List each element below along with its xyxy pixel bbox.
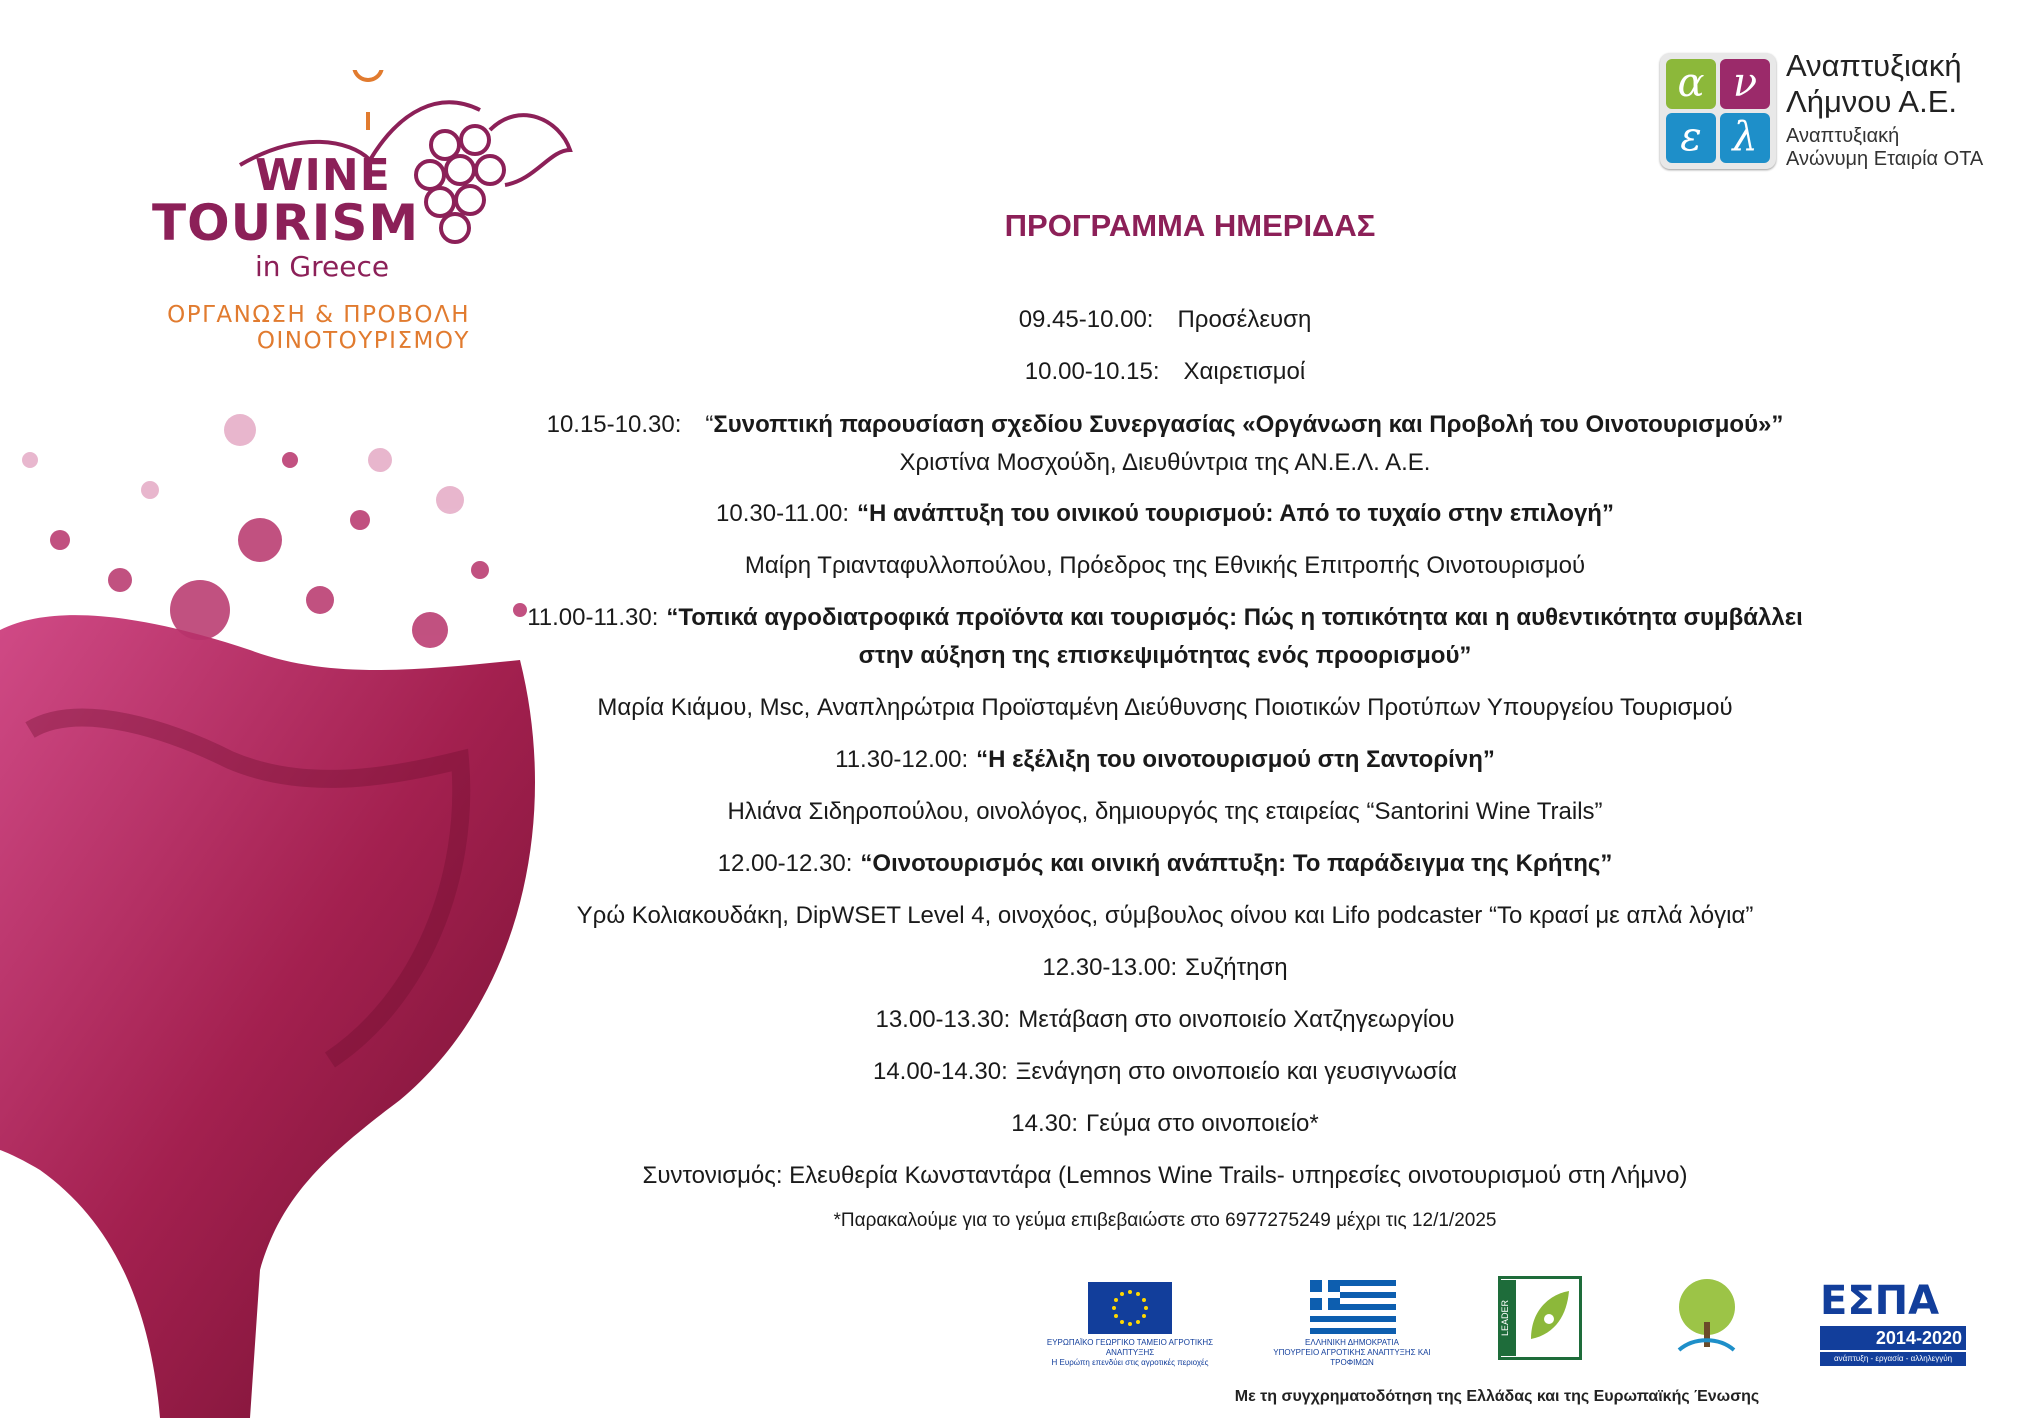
- program-item: [390, 746, 1940, 774]
- item-text: Συζήτηση: [1185, 954, 1288, 981]
- item-speaker: Χριστίνα Μοσχούδη, Διευθύντρια της ΑΝ.Ε.Λ. Α.Ε.: [899, 449, 1431, 476]
- item-speaker: Μαίρη Τριανταφυλλοπούλου, Πρόεδρος της Εθνικής Επιτροπής Οινοτουρισμού: [744, 552, 1586, 579]
- anel-mark-tile: ε: [1666, 113, 1716, 163]
- item-title: “Τοπικά αγροδιατροφικά προϊόντα και τουρισμός: Πώς η τοπικότητα και η αυθεντικότητα συμβάλλει: [666, 604, 1803, 631]
- item-time: 13.00-13.30:: [875, 1006, 1011, 1033]
- logo-tourism-text: TOURISM: [152, 194, 420, 252]
- item-title: “Οινοτουρισμός και οινική ανάπτυξη: Το παράδειγμα της Κρήτης”: [860, 850, 1613, 877]
- espa-slogan: ανάπτυξη - εργασία - αλληλεγγύη: [1820, 1352, 1966, 1366]
- anel-subtitle-line2: Ανώνυμη Εταιρία ΟΤΑ: [1786, 148, 1984, 170]
- anel-name-line2: Λήμνου Α.Ε.: [1786, 84, 1957, 119]
- lunch-note: *Παρακαλούμε για το γεύμα επιβεβαιώστε στο 6977275249 μέχρι τις 12/1/2025: [833, 1210, 1497, 1231]
- anel-mark-tile: λ: [1720, 113, 1770, 163]
- item-time: 10.15-10.30:: [546, 411, 682, 438]
- item-time: 14.30:: [1011, 1110, 1079, 1137]
- item-text: Χαιρετισμοί: [1183, 358, 1306, 385]
- anel-logo: [1660, 48, 2000, 168]
- item-text: Γεύμα στο οινοποιείο*: [1086, 1110, 1319, 1137]
- cofunding-statement: Με τη συγχρηματοδότηση της Ελλάδας και της Ευρωπαϊκής Ένωσης: [1234, 1388, 1760, 1405]
- program-item: [390, 411, 1940, 439]
- program-item: [390, 500, 1940, 528]
- program-title: ΠΡΟΓΡΑΜΜΑ ΗΜΕΡΙΔΑΣ: [1004, 208, 1376, 243]
- program-item: [390, 954, 1940, 982]
- eu-flag-icon: [1088, 1282, 1172, 1334]
- item-title: “Η ανάπτυξη του οινικού τουρισμού: Από το τυχαίο στην επιλογή”: [857, 500, 1614, 527]
- program-item: [390, 850, 1940, 878]
- item-title: Συνοπτική παρουσίαση σχεδίου Συνεργασίας «Οργάνωση και Προβολή του Οινοτουρισμού»”: [713, 411, 1784, 438]
- ministry-country: ΕΛΛΗΝΙΚΗ ΔΗΜΟΚΡΑΤΙΑ: [1305, 1338, 1399, 1347]
- item-time: 10.30-11.00:: [716, 500, 850, 527]
- item-text: Προσέλευση: [1177, 306, 1312, 333]
- logo-in-greece-text: in Greece: [255, 250, 390, 283]
- item-time: 11.30-12.00:: [835, 746, 969, 773]
- ministry-name: ΥΠΟΥΡΓΕΙΟ ΑΓΡΟΤΙΚΗΣ ΑΝΑΠΤΥΞΗΣ ΚΑΙ ΤΡΟΦΙΜΩΝ: [1273, 1348, 1431, 1367]
- greek-flag-icon: [1310, 1280, 1396, 1334]
- anel-logo-mark: [1660, 53, 1776, 169]
- program-item-title-cont: [390, 642, 1940, 670]
- espa-years: 2014-2020: [1820, 1326, 1966, 1350]
- item-time: 11.00-11.30:: [527, 604, 659, 631]
- espa-logo-title: ΕΣΠΑ: [1820, 1278, 1940, 1324]
- logo-org-line2: ΟΙΝΟΤΟΥΡΙΣΜΟΥ: [256, 328, 470, 354]
- item-quote: “: [705, 411, 714, 438]
- program-item: [390, 604, 1940, 632]
- logo-wine-text: WINE: [255, 150, 391, 201]
- item-title: “Η εξέλιξη του οινοτουρισμού στη Σαντορίνη”: [976, 746, 1495, 773]
- rural-development-logo: [1664, 1272, 1750, 1362]
- program-item: [390, 358, 1940, 386]
- program-item: [390, 1110, 1940, 1138]
- eu-fund-name: ΕΥΡΩΠΑΪΚΟ ΓΕΩΡΓΙΚΟ ΤΑΜΕΙΟ ΑΓΡΟΤΙΚΗΣ ΑΝΑΠΤΥΞΗΣ: [1046, 1338, 1214, 1357]
- item-speaker: Υρώ Κολιακουδάκη, DipWSET Level 4, οινοχόος, σύμβουλος οίνου και Lifo podcaster “Το κρασί με απλά λόγια”: [576, 902, 1754, 929]
- item-time: 14.00-14.30:: [872, 1058, 1008, 1085]
- item-text: Μετάβαση στο οινοποιείο Χατζηγεωργίου: [1018, 1006, 1455, 1033]
- item-time: 12.30-13.00:: [1042, 954, 1178, 981]
- leader-text: LEADER: [1500, 1280, 1516, 1356]
- item-time: 09.45-10.00:: [1018, 306, 1154, 333]
- program-item: [390, 1006, 1940, 1034]
- anel-mark-tile: α: [1666, 59, 1716, 109]
- eu-fund-slogan: Η Ευρώπη επενδύει στις αγροτικές περιοχές: [1051, 1358, 1209, 1367]
- item-title-line2: στην αύξηση της επισκεψιμότητας ενός προορισμού”: [858, 642, 1472, 669]
- item-time: 12.00-12.30:: [717, 850, 853, 877]
- item-text: Ξενάγηση στο οινοποιείο και γευσιγνωσία: [1015, 1058, 1458, 1085]
- eu-fund-caption: [1030, 1338, 1230, 1368]
- ministry-caption: [1262, 1338, 1442, 1368]
- coordination-line: Συντονισμός: Ελευθερία Κωνσταντάρα (Lemnos Wine Trails- υπηρεσίες οινοτουρισμού στη Λήμνο): [642, 1162, 1688, 1189]
- program-item: [390, 306, 1940, 334]
- item-speaker: Ηλιάνα Σιδηροπούλου, οινολόγος, δημιουργός της εταιρείας “Santorini Wine Trails”: [727, 798, 1603, 825]
- item-time: 10.00-10.15:: [1024, 358, 1160, 385]
- anel-subtitle-line1: Αναπτυξιακή: [1786, 125, 1900, 147]
- logo-org-line1: ΟΡΓΑΝΩΣΗ & ΠΡΟΒΟΛΗ: [167, 302, 470, 328]
- anel-name-line1: Αναπτυξιακή: [1786, 48, 1962, 83]
- program-item: [390, 1058, 1940, 1086]
- item-speaker: Μαρία Κιάμου, Msc, Αναπληρώτρια Προϊσταμένη Διεύθυνσης Ποιοτικών Προτύπων Υπουργείου Τουρισμού: [597, 694, 1733, 721]
- anel-mark-tile: ν: [1720, 59, 1770, 109]
